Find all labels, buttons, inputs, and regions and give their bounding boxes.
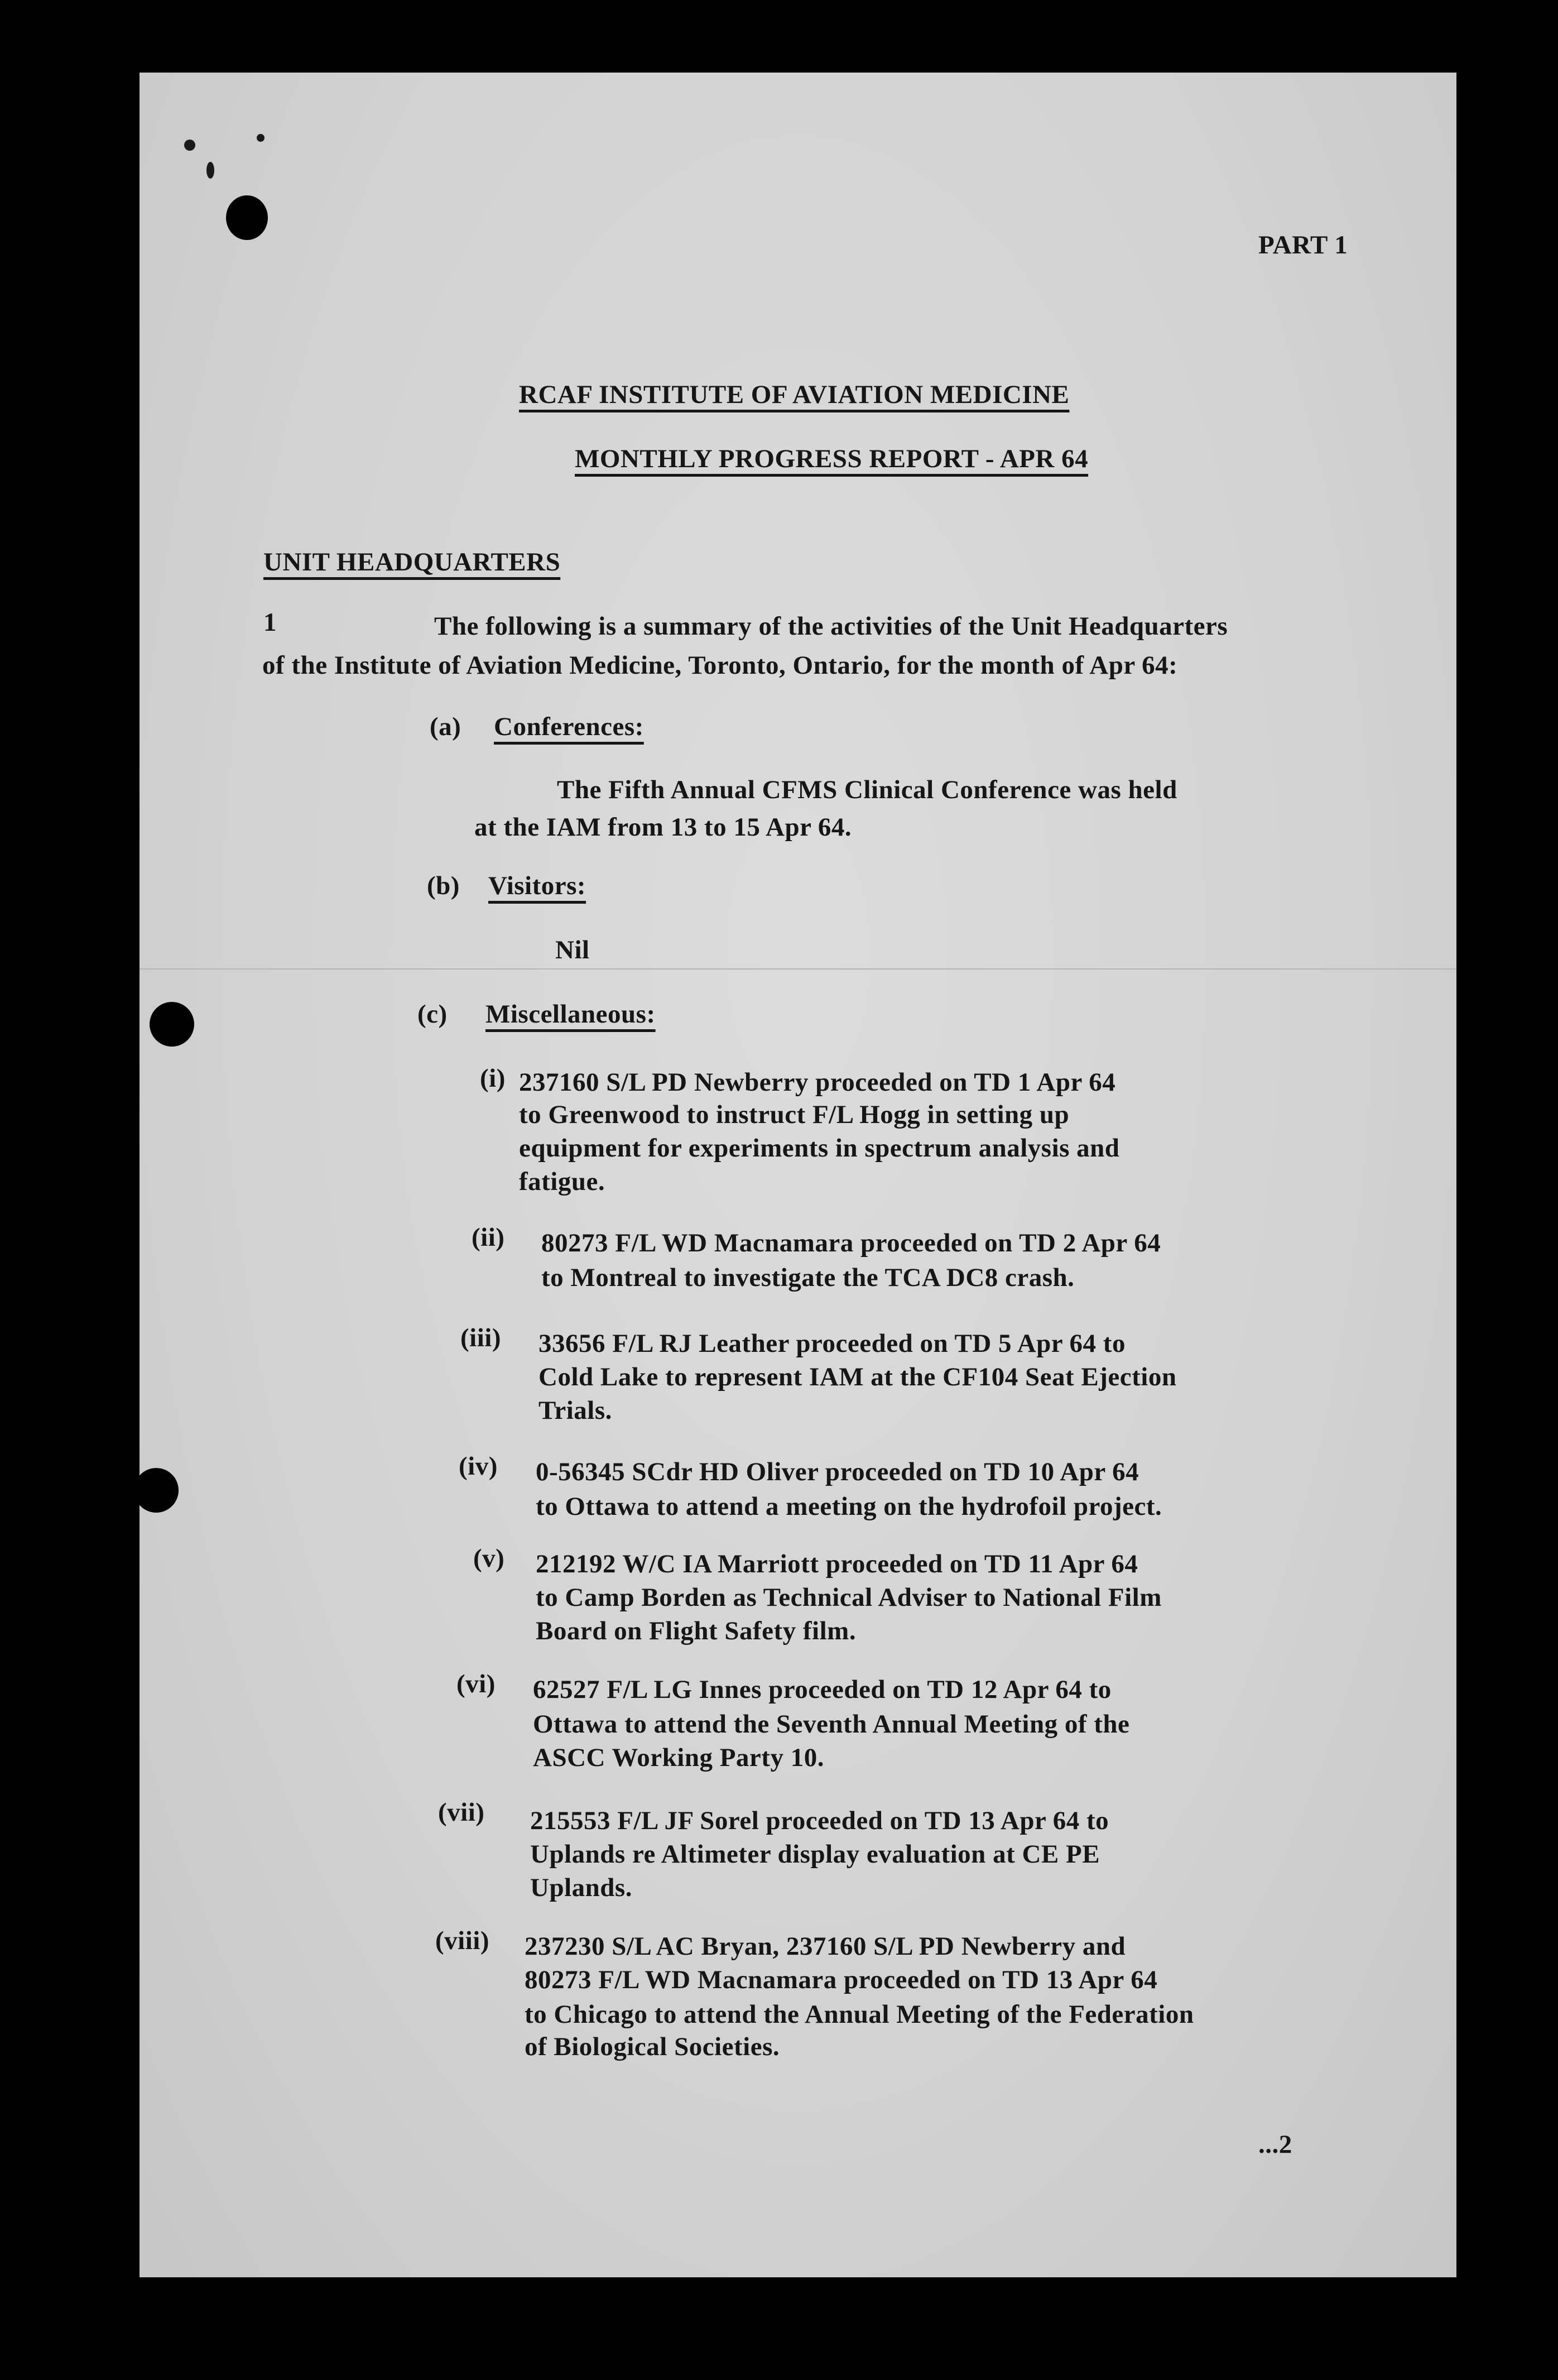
item-line: to Montreal to investigate the TCA DC8 crash. (541, 1263, 1075, 1292)
punch-hole-top (226, 195, 268, 240)
ink-speck (257, 134, 265, 142)
visitors-text: Nil (555, 935, 590, 965)
item-line: Board on Flight Safety film. (536, 1616, 857, 1645)
item-marker: (viii) (435, 1926, 489, 1955)
conferences-text: at the IAM from 13 to 15 Apr 64. (474, 813, 852, 842)
item-line: to Camp Borden as Technical Adviser to National Film (536, 1583, 1162, 1612)
punch-hole-middle (150, 1002, 194, 1047)
document-title: RCAF INSTITUTE OF AVIATION MEDICINE (519, 380, 1070, 409)
miscellaneous-heading: Miscellaneous: (485, 1000, 656, 1029)
item-line: Uplands. (530, 1873, 632, 1902)
item-line: 212192 W/C IA Marriott proceeded on TD 11 Apr 64 (536, 1549, 1138, 1578)
paragraph-line: of the Institute of Aviation Medicine, Toronto, Ontario, for the month of Apr 64: (262, 651, 1178, 680)
section-heading: UNIT HEADQUARTERS (263, 548, 561, 577)
item-marker: (ii) (472, 1223, 505, 1252)
item-line: 62527 F/L LG Innes proceeded on TD 12 Apr 64 to (533, 1675, 1112, 1704)
item-line: fatigue. (519, 1167, 605, 1196)
page-label: PART 1 (1258, 231, 1348, 260)
item-line: to Greenwood to instruct F/L Hogg in setting up (519, 1100, 1070, 1129)
item-line: 237160 S/L PD Newberry proceeded on TD 1 Apr 64 (519, 1068, 1116, 1097)
miscellaneous-marker: (c) (417, 1000, 448, 1029)
ink-speck (184, 140, 195, 151)
item-line: 0-56345 SCdr HD Oliver proceeded on TD 10 Apr 64 (536, 1457, 1139, 1486)
item-line: 33656 F/L RJ Leather proceeded on TD 5 Apr 64 to (538, 1329, 1126, 1358)
item-line: Ottawa to attend the Seventh Annual Meeting of the (533, 1710, 1130, 1739)
item-line: ASCC Working Party 10. (533, 1743, 824, 1772)
item-line: 215553 F/L JF Sorel proceeded on TD 13 Apr 64 to (530, 1806, 1109, 1835)
item-marker: (vii) (438, 1798, 485, 1827)
item-line: 80273 F/L WD Macnamara proceeded on TD 2 Apr 64 (541, 1229, 1161, 1258)
page-fold (140, 968, 1456, 970)
item-line: 80273 F/L WD Macnamara proceeded on TD 13 Apr 64 (525, 1965, 1158, 1994)
conferences-heading: Conferences: (494, 712, 644, 741)
paragraph-line: The following is a summary of the activities of the Unit Headquarters (434, 612, 1228, 641)
item-line: Trials. (538, 1396, 612, 1425)
item-marker: (iii) (460, 1323, 501, 1352)
item-marker: (i) (480, 1064, 506, 1093)
document-subtitle: MONTHLY PROGRESS REPORT - APR 64 (575, 444, 1089, 473)
paragraph-number: 1 (263, 608, 277, 637)
item-line: Cold Lake to represent IAM at the CF104 Seat Ejection (538, 1362, 1177, 1391)
item-line: Uplands re Altimeter display evaluation at CE PE (530, 1840, 1100, 1869)
item-line: equipment for experiments in spectrum analysis and (519, 1134, 1120, 1163)
item-marker: (iv) (459, 1452, 498, 1481)
item-marker: (vi) (456, 1669, 496, 1698)
punch-hole-lower (134, 1468, 179, 1513)
ink-speck (206, 162, 214, 179)
continuation-marker: ...2 (1258, 2130, 1292, 2159)
item-line: 237230 S/L AC Bryan, 237160 S/L PD Newberry and (525, 1932, 1126, 1961)
conferences-marker: (a) (430, 712, 461, 741)
visitors-marker: (b) (427, 871, 460, 900)
item-marker: (v) (473, 1544, 505, 1573)
conferences-text: The Fifth Annual CFMS Clinical Conference was held (557, 775, 1177, 804)
item-line: of Biological Societies. (525, 2032, 780, 2061)
visitors-heading: Visitors: (488, 871, 586, 900)
item-line: to Ottawa to attend a meeting on the hydrofoil project. (536, 1492, 1162, 1521)
item-line: to Chicago to attend the Annual Meeting of the Federation (525, 2000, 1194, 2029)
